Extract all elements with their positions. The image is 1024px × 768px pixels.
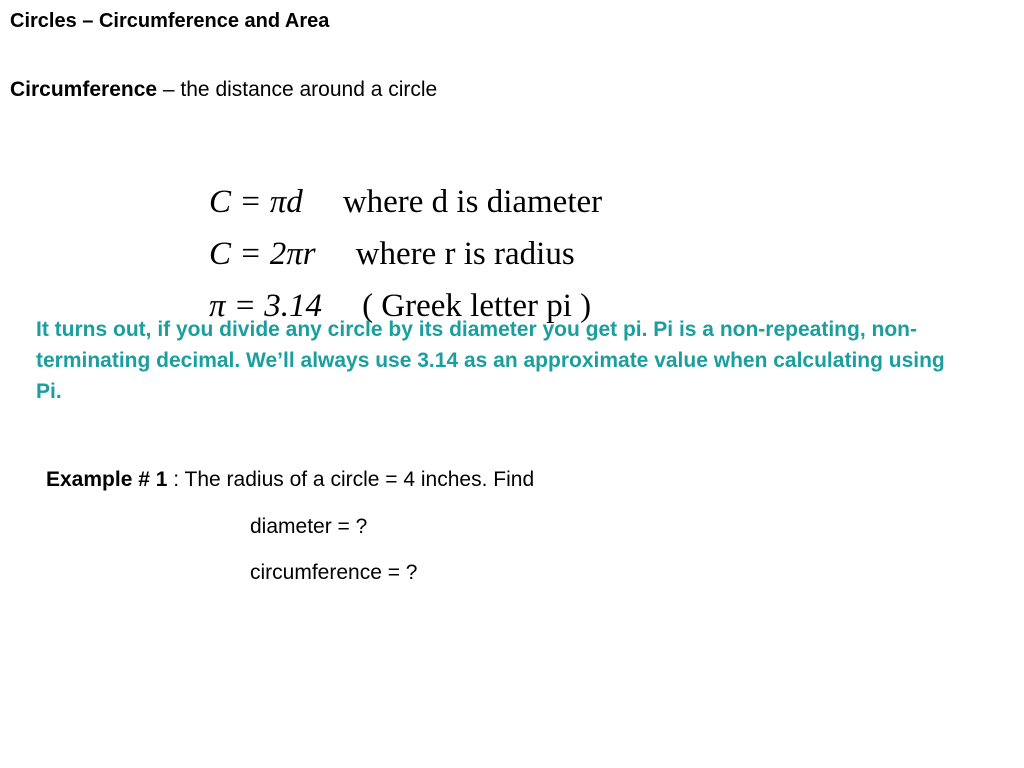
- example-separator: :: [167, 468, 185, 491]
- formula-note: where d is diameter: [342, 184, 603, 220]
- definition-text: – the distance around a circle: [157, 78, 438, 101]
- slide-title: Circles – Circumference and Area: [10, 10, 330, 32]
- example-1: [46, 468, 534, 492]
- question-diameter: diameter = ?: [250, 515, 368, 538]
- formula-block: [176, 124, 603, 324]
- example-label: Example # 1: [46, 468, 168, 491]
- formula-math: C = πd: [209, 184, 303, 220]
- circumference-definition: [10, 78, 437, 102]
- formula-diameter: [176, 124, 603, 220]
- question-circumference: circumference = ?: [250, 561, 418, 584]
- definition-term: Circumference: [10, 78, 158, 101]
- formula-note: where r is radius: [355, 236, 575, 272]
- formula-math: C = 2πr: [209, 236, 316, 272]
- pi-explanation-note: It turns out, if you divide any circle by its diameter you get pi. Pi is a non-repeating, non-terminating decimal. We’ll always use 3.14 as an approximate value when calculating using Pi.: [36, 318, 945, 403]
- formula-note: ( Greek letter pi ): [362, 288, 592, 324]
- example-prompt: The radius of a circle = 4 inches. Find: [184, 468, 535, 491]
- formula-math: π = 3.14: [209, 288, 323, 324]
